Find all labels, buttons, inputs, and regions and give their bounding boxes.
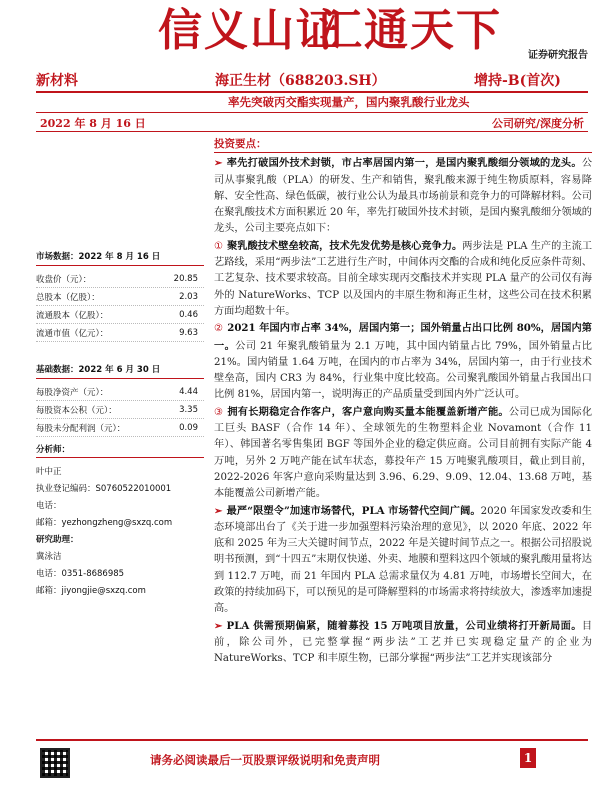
report-date: 2022 年 8 月 16 日: [40, 117, 146, 130]
basic-row: [36, 419, 204, 437]
paragraph-body: 公司从事聚乳酸（PLA）的研发、生产和销售，聚乳酸来源于纯生物质原料，容易降解、安全性高、绿色低碳，被行业公认为最具市场前景和竞争力的可降解材料。公司在聚乳酸技术方面积累近 20 年，率先打破国外技术封锁，是国内聚乳酸细分领域的龙头，公司主要亮点如下：: [214, 158, 592, 235]
circled-number: ②: [214, 323, 224, 335]
market-row-value: 9.63: [179, 327, 198, 338]
arrow-bullet-icon: ➢: [214, 619, 223, 632]
paragraph-lead: 聚乳酸技术壁垒较高，技术先发优势是核心竞争力。: [227, 239, 463, 252]
spacer: [36, 342, 204, 361]
report-category-label: 证券研究报告: [528, 50, 588, 61]
basic-row: [36, 401, 204, 419]
paragraph: [214, 155, 592, 237]
assistant-name: 冀泳洁: [36, 551, 62, 562]
paragraph-body: 公司 21 年聚乳酸销量为 2.1 万吨，其中国内销量占比 79%，国外销量占比 21%。国内销量 1.64 万吨，在国内的市占率为 34%，居国内第一，由于行业技术壁垒高，国内 CR3 为 84%，行业集中度比较高。公司聚乳酸国外销量占我国出口比例 81%，居国内第一，说明海正的产品质量受到国内外广泛认可。: [214, 340, 592, 401]
heading-rule: [214, 152, 592, 153]
footer-divider: [36, 739, 588, 741]
title-divider: [36, 91, 588, 93]
brand-slogan-right: 汇通天下: [318, 5, 502, 56]
market-row-label: 收盘价（元）：: [36, 274, 92, 285]
date-bar: [36, 115, 588, 131]
header-banner: [0, 0, 600, 68]
basic-row-value: 4.44: [179, 386, 198, 397]
basic-row-label: 每股净资产（元）：: [36, 387, 109, 398]
arrow-bullet-icon: ➢: [214, 157, 223, 170]
subtitle-divider: [36, 112, 588, 113]
paragraph-lead: 2021 年国内市占率 34%，居国内第一；国外销量占出口比例 80%，居国内第一。: [214, 322, 592, 352]
analyst-phone: 电话：: [36, 500, 62, 511]
market-data-title: 市场数据：2022 年 8 月 16 日: [36, 248, 204, 266]
basic-row: [36, 383, 204, 401]
basic-data-title: 基础数据：2022 年 6 月 30 日: [36, 361, 204, 379]
basic-row-label: 每股资本公积（元）：: [36, 405, 117, 416]
analyst-title: 分析师：: [36, 443, 204, 458]
market-row-label: 流通股本（亿股）：: [36, 310, 109, 321]
analyst-license: 执业登记编码：S0760522010001: [36, 483, 172, 494]
title-row: [0, 68, 600, 92]
circled-number: ③: [214, 406, 224, 418]
circled-number: ①: [214, 240, 224, 252]
market-row-label: 流通市值（亿元）：: [36, 328, 109, 339]
paragraph: [214, 404, 592, 503]
market-row-label: 总股本（亿股）：: [36, 292, 100, 303]
assistant-title: 研究助理：: [36, 534, 79, 545]
paragraph: [214, 618, 592, 668]
paragraph-body: 公司已成为国际化工巨头 BASF（合作 14 年）、全球领先的生物塑料企业 Novamont（合作 11 年）、韩国著名零售集团 BGF 等国外企业的稳定供应商。公司目前拥有实际产能 4 万吨，另外 2 万吨产能在试车状态，募投年产 15 万吨聚乳酸项目，截止到目前，2022-2026 年客户意向采购量达到 3.96、6.29、9.09、12.04、13.68 万吨，基本能覆盖公司新增产能。: [214, 406, 593, 500]
market-row-value: 0.46: [179, 309, 198, 320]
paragraph-body: 2020 年国家发改委和生态环境部出台了《关于进一步加强塑料污染治理的意见》，以 2020 年底、2022 年底和 2025 年为三大关键时间节点，2022 年是关键时间节点之一。根据公司招股说明书预测，到“十四五”末期仅快递、外卖、地膜和塑料这四个领域的聚乳酸用量将达到 112.7 万吨，而 21 年国内 PLA 总需求量仅为 4.81 万吨，市场增长空间大，在政策的持续加码下，可以预见的是可降解塑料的市场需求将持续放大，渗透率加速提高。: [214, 505, 592, 615]
brand-slogan-left: 信义山证: [158, 5, 342, 56]
paragraph-lead: 最严“限塑令”加速市场替代，PLA 市场替代空间广阔。: [226, 504, 481, 517]
market-row: [36, 288, 204, 306]
paragraph: [214, 320, 592, 403]
sector-label: 新材料: [36, 73, 78, 89]
disclaimer-text[interactable]: 请务必阅读最后一页股票评级说明和免责声明: [150, 753, 380, 767]
paragraph-lead: 率先打破国外技术封锁，市占率居国内第一，是国内聚乳酸细分领域的龙头。: [226, 157, 582, 170]
analyst-email[interactable]: 邮箱：yezhongzheng@sxzq.com: [36, 517, 173, 528]
assistant-email[interactable]: 邮箱：jiyongjie@sxzq.com: [36, 585, 146, 596]
paragraph: [214, 238, 592, 320]
main-content: [214, 136, 592, 668]
market-row-value: 2.03: [179, 291, 198, 302]
date-divider: [36, 131, 588, 132]
arrow-bullet-icon: ➢: [214, 504, 223, 517]
paragraph-body: 两步法是 PLA 生产的主流工艺路线，采用“两步法”工艺进行生产时，中间体丙交酯的合成和纯化反应条件苛刻、工艺复杂、技术要求较高。目前全球实现丙交酯技术并实现 PLA 量产的公司仅有海外的 NatureWorks、TCP 以及国内的丰原生物和海正生材，这些公司在技术积累方面均超数十年。: [214, 240, 593, 317]
page-number: 1: [520, 748, 536, 768]
company-title: 海正生材（688203.SH）: [215, 73, 386, 89]
basic-row-label: 每股未分配利润（元）：: [36, 423, 126, 434]
basic-row-value: 3.35: [179, 404, 198, 415]
assistant-phone: 电话：0351-8686985: [36, 568, 125, 579]
market-row: [36, 324, 204, 342]
market-row: [36, 270, 204, 288]
report-subtitle: 率先突破丙交酯实现量产，国内聚乳酸行业龙头: [228, 95, 470, 109]
paragraph: [214, 503, 592, 618]
report-type: 公司研究/深度分析: [491, 117, 584, 130]
market-row: [36, 306, 204, 324]
qr-code-icon: [40, 748, 70, 778]
paragraph-body: 目前，除公司外，已完整掌握“两步法”工艺并已实现稳定量产的企业为 NatureWorks、TCP 和丰原生物，已部分掌握“两步法”工艺并实现该部分: [214, 620, 592, 665]
analyst-name: 叶中正: [36, 466, 62, 477]
investment-highlights-heading: 投资要点：: [214, 138, 267, 150]
market-row-value: 20.85: [173, 273, 198, 284]
paragraph-lead: PLA 供需预期偏紧，随着募投 15 万吨项目放量，公司业绩将打开新局面。: [226, 619, 582, 632]
paragraph-lead: 拥有长期稳定合作客户，客户意向购买量本能覆盖新增产能。: [227, 405, 509, 418]
basic-row-value: 0.09: [179, 422, 198, 433]
sidebar: [36, 248, 204, 598]
rating-label: 增持-B(首次): [474, 73, 561, 89]
